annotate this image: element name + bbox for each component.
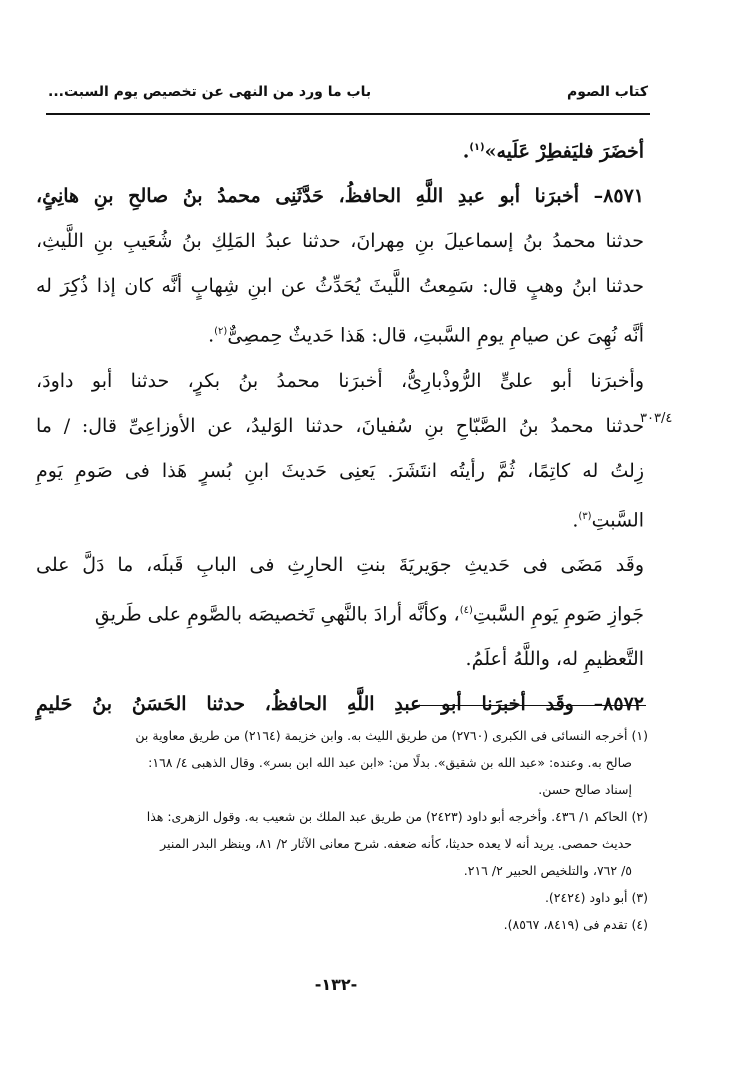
page-number: -١٣٢- — [314, 975, 358, 994]
chapter-title: باب ما ورد من النهى عن تخصيص يوم السبت... — [48, 84, 372, 100]
text-line: السَّبتِ$^{(٣)}$. — [572, 508, 644, 531]
header-rule — [46, 113, 650, 115]
text-line: وقَد مَضَى فى حَديثِ جوَيريَةَ بنتِ الحارِثِ فى البابِ قَبلَه، ما دَلَّ على — [36, 553, 644, 576]
text-line: زِلتُ له كاتِمًا، ثُمَّ رأيتُه انتَشَرَ. يَعنِى حَديثَ ابنِ بُسرٍ هَذا فى صَومِ يَومِ — [36, 459, 644, 482]
text-line: حدثنا محمدُ بنُ إسماعيلَ بنِ مِهرانَ، حدثنا عبدُ المَلِكِ بنُ شُعَيبِ بنِ اللَّيثِ، — [36, 230, 644, 253]
footnote-line: (٣) أبو داود (٢٤٢٤). — [544, 890, 648, 905]
text-line: التَّعظيمِ له، واللَّهُ أعلَمُ. — [465, 648, 644, 671]
footnote-line: (٤) تقدم فى (٨٤١٩، ٨٥٦٧). — [503, 917, 648, 932]
footnote-line: (١) أخرجه النسائى فى الكبرى (٢٧٦٠) من طريق الليث به. وابن خزيمة (٢١٦٤) من طريق معاوية بن — [135, 728, 648, 743]
footnote-line: (٢) الحاكم ١/ ٤٣٦. وأخرجه أبو داود (٢٤٢٣) من طريق عبد الملك بن شعيب به. وقول الزهرى: هذا — [146, 809, 648, 824]
footnote-marker: (٢) — [214, 326, 228, 338]
footnote-marker: (٣) — [578, 510, 592, 522]
footnote-marker: (٤) — [459, 604, 473, 616]
footnote-rule — [412, 705, 646, 706]
running-header — [48, 84, 648, 100]
text-line: أخضَرَ فليَفطِرْ عَلَيه»$^{(١)}$. — [462, 140, 644, 163]
main-text — [36, 125, 644, 727]
hadith-8572-line: ٨٥٧٢– وقَد أخبرَنا أبو عبدِ اللَّهِ الحافظُ، حدثنا الحَسَنُ بنُ حَليمٍ — [36, 693, 644, 716]
footnote-line: ٥/ ٧٦٢، والتلخيص الحبير ٢/ ٢١٦. — [463, 863, 632, 878]
text-line: جَوازِ صَومِ يَومِ السَّبتِ$^{(٤)}$، وكأنَّه أرادَ بالنَّهىِ تَخصيصَه بالصَّومِ على طَريقِ — [94, 603, 644, 626]
volume-page-reference: ٣٠٣/٤ — [640, 411, 673, 426]
footnote-line: إسناد صالح حسن. — [538, 782, 632, 797]
book-title: كتاب الصوم — [567, 84, 648, 100]
footnote-line: حديث حمصى. يريد أنه لا يعده حديثا، كأنه ضعفه. شرح معانى الآثار ٢/ ٨١، وينظر البدر المنير — [160, 836, 632, 851]
footnotes — [42, 722, 648, 938]
text-line: حدثنا محمدُ بنُ الصَّبّاحِ بنِ سُفيانَ، حدثنا الوَليدُ، عن الأوزاعِىِّ قال: / ما — [36, 414, 644, 437]
text-line: حدثنا ابنُ وهبٍ قال: سَمِعتُ اللَّيثَ يُحَدِّثُ عن ابنِ شِهابٍ أنَّه كان إذا ذُكِرَ له — [36, 275, 644, 298]
footnote-marker: (١) — [469, 142, 485, 153]
text-line: أنَّه نُهِىَ عن صيامِ يومِ السَّبتِ، قال: هَذا حَديثٌ حِمصِىٌّ$^{(٢)}$. — [208, 324, 644, 347]
text-line: وأخبرَنا أبو علىٍّ الرُّوذْبارِىُّ، أخبرَنا محمدُ بنُ بكرٍ، حدثنا أبو داودَ، — [36, 369, 644, 392]
hadith-8571-line: ٨٥٧١– أخبرَنا أبو عبدِ اللَّهِ الحافظُ، حَدَّثَنِى محمدُ بنُ صالحِ بنِ هانِئٍ، — [36, 185, 644, 208]
footnote-line: صالح به. وعنده: «عبد الله بن شقيق». بدلًا من: «ابن عبد الله ابن بسر». وقال الذهبى ٤/ ١٦٨: — [148, 755, 632, 770]
